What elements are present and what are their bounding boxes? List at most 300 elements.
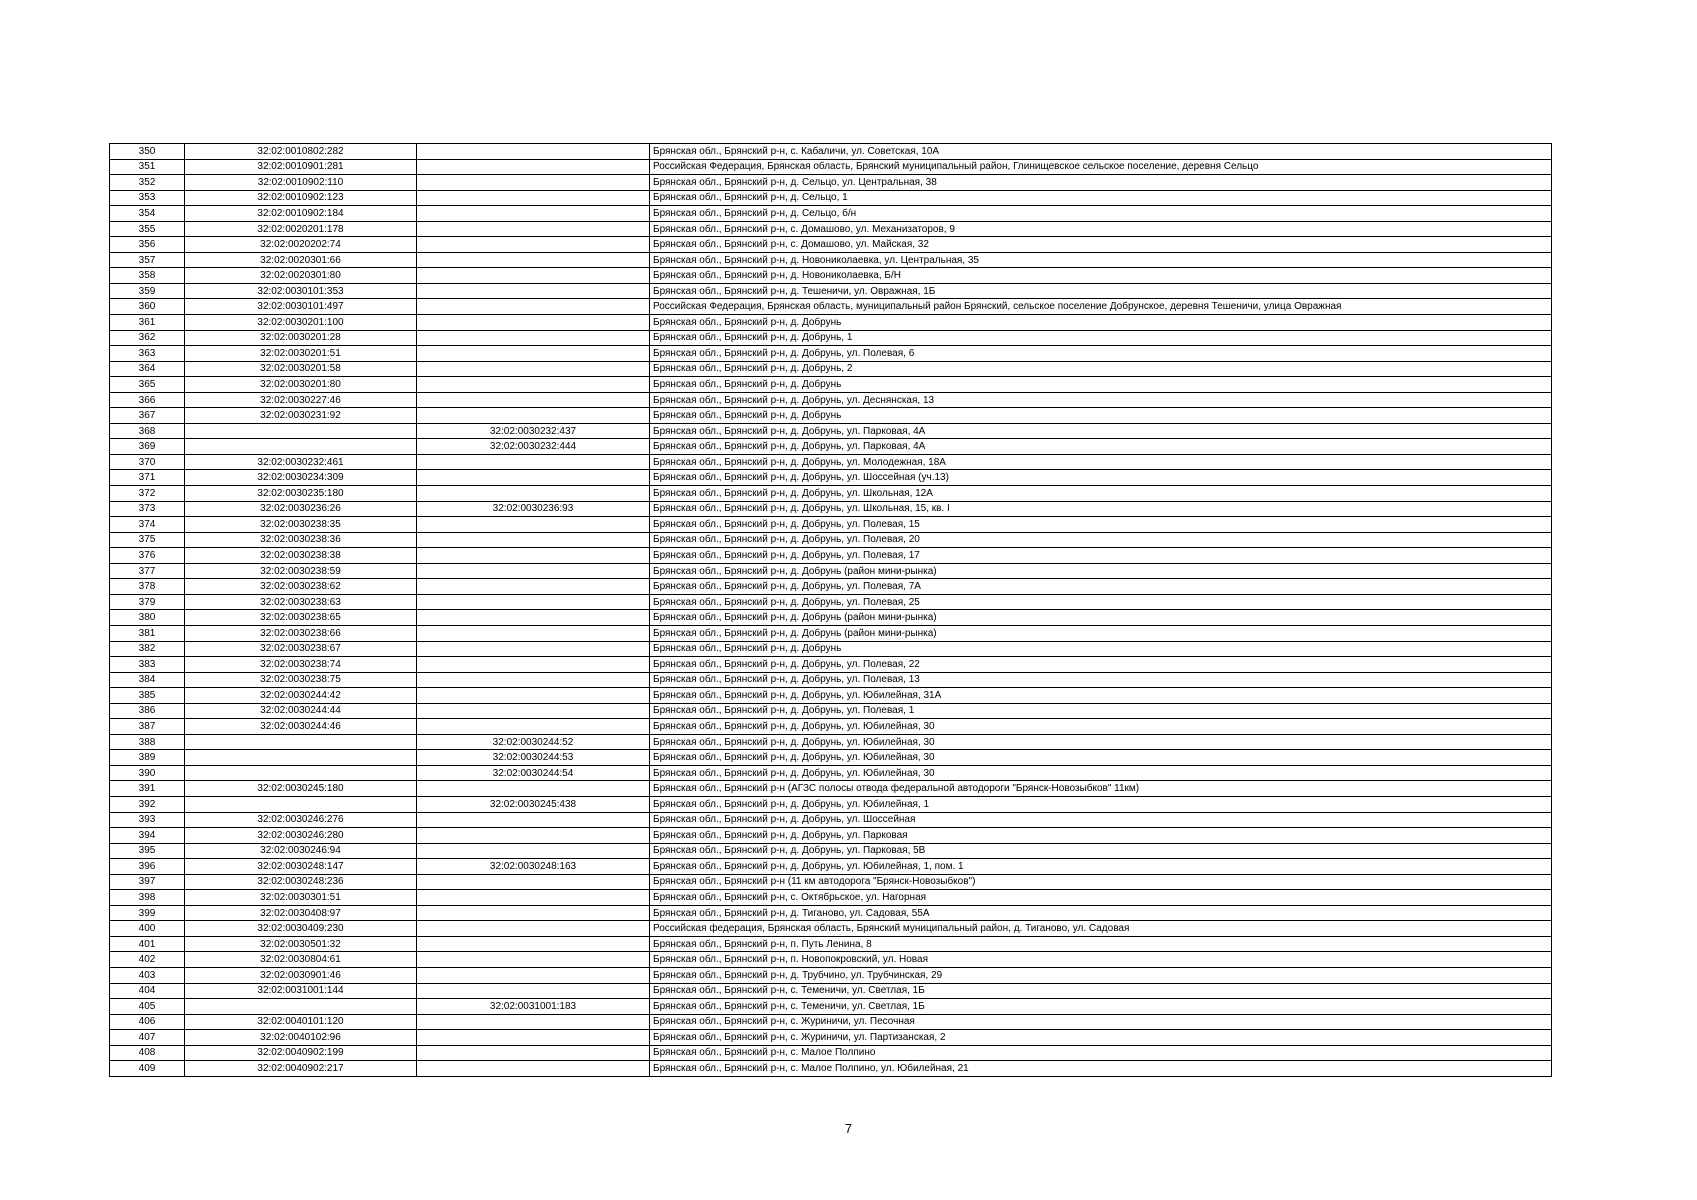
cadastral-number-cell: 32:02:0030238:62 [185, 579, 417, 595]
related-cadastral-number-cell [417, 299, 650, 315]
row-number: 368 [110, 423, 185, 439]
cadastral-number-cell [185, 423, 417, 439]
row-number: 382 [110, 641, 185, 657]
table-row [110, 1014, 1552, 1030]
table-row [110, 828, 1552, 844]
table-row [110, 843, 1552, 859]
row-number: 402 [110, 952, 185, 968]
row-number: 404 [110, 983, 185, 999]
related-cadastral-number-cell [417, 719, 650, 735]
cadastral-number-cell: 32:02:0030244:44 [185, 703, 417, 719]
address-cell: Брянская обл., Брянский р-н, д. Трубчино, ул. Трубчинская, 29 [650, 967, 1552, 983]
cadastral-number-cell: 32:02:0030901:46 [185, 967, 417, 983]
related-cadastral-number-cell: 32:02:0030244:52 [417, 734, 650, 750]
table-row [110, 361, 1552, 377]
cadastral-number-cell: 32:02:0030238:59 [185, 563, 417, 579]
related-cadastral-number-cell [417, 470, 650, 486]
address-cell: Брянская обл., Брянский р-н, д. Добрунь, 1 [650, 330, 1552, 346]
row-number: 397 [110, 874, 185, 890]
address-cell: Брянская обл., Брянский р-н, д. Добрунь (район мини-рынка) [650, 625, 1552, 641]
cadastral-number-cell: 32:02:0030201:51 [185, 346, 417, 362]
table-row [110, 688, 1552, 704]
cadastral-number-cell [185, 765, 417, 781]
cadastral-number-cell: 32:02:0030246:94 [185, 843, 417, 859]
table-row [110, 175, 1552, 191]
cadastral-number-cell: 32:02:0030501:32 [185, 936, 417, 952]
row-number: 377 [110, 563, 185, 579]
cadastral-number-cell: 32:02:0030804:61 [185, 952, 417, 968]
table-row [110, 346, 1552, 362]
table-row [110, 734, 1552, 750]
table-row [110, 1061, 1552, 1077]
table-row [110, 470, 1552, 486]
table-row [110, 983, 1552, 999]
cadastral-number-cell: 32:02:0020301:66 [185, 252, 417, 268]
row-number: 373 [110, 501, 185, 517]
address-cell: Брянская обл., Брянский р-н, д. Добрунь, ул. Полевая, 22 [650, 657, 1552, 673]
table-row [110, 765, 1552, 781]
cadastral-number-cell: 32:02:0030238:75 [185, 672, 417, 688]
row-number: 393 [110, 812, 185, 828]
address-cell: Брянская обл., Брянский р-н, д. Тешеничи, ул. Овражная, 1Б [650, 283, 1552, 299]
table-row [110, 781, 1552, 797]
cadastral-number-cell: 32:02:0040902:199 [185, 1045, 417, 1061]
row-number: 359 [110, 283, 185, 299]
row-number: 379 [110, 594, 185, 610]
address-cell: Брянская обл., Брянский р-н, д. Сельцо, 1 [650, 190, 1552, 206]
table-row [110, 579, 1552, 595]
cadastral-number-cell: 32:02:0030232:461 [185, 454, 417, 470]
row-number: 372 [110, 486, 185, 502]
table-row [110, 206, 1552, 222]
row-number: 355 [110, 221, 185, 237]
row-number: 399 [110, 905, 185, 921]
related-cadastral-number-cell [417, 283, 650, 299]
address-cell: Брянская обл., Брянский р-н, д. Добрунь [650, 408, 1552, 424]
row-number: 371 [110, 470, 185, 486]
row-number: 352 [110, 175, 185, 191]
row-number: 388 [110, 734, 185, 750]
address-cell: Брянская обл., Брянский р-н, д. Добрунь, 2 [650, 361, 1552, 377]
related-cadastral-number-cell [417, 1045, 650, 1061]
row-number: 408 [110, 1045, 185, 1061]
address-cell: Брянская обл., Брянский р-н, с. Журиничи, ул. Партизанская, 2 [650, 1030, 1552, 1046]
cadastral-number-cell: 32:02:0010802:282 [185, 144, 417, 160]
address-cell: Брянская обл., Брянский р-н, д. Добрунь, ул. Парковая, 4А [650, 423, 1552, 439]
cadastral-number-cell: 32:02:0030235:180 [185, 486, 417, 502]
row-number: 363 [110, 346, 185, 362]
address-cell: Брянская обл., Брянский р-н, д. Добрунь [650, 315, 1552, 331]
row-number: 396 [110, 859, 185, 875]
cadastral-number-cell: 32:02:0040902:217 [185, 1061, 417, 1077]
cadastral-number-cell [185, 439, 417, 455]
related-cadastral-number-cell: 32:02:0030244:54 [417, 765, 650, 781]
related-cadastral-number-cell [417, 548, 650, 564]
row-number: 392 [110, 796, 185, 812]
cadastral-number-cell [185, 734, 417, 750]
cadastral-number-cell: 32:02:0030201:58 [185, 361, 417, 377]
table-row [110, 252, 1552, 268]
related-cadastral-number-cell [417, 952, 650, 968]
cadastral-number-cell [185, 750, 417, 766]
related-cadastral-number-cell [417, 672, 650, 688]
address-cell: Брянская обл., Брянский р-н, д. Новониколаевка, Б/Н [650, 268, 1552, 284]
cadastral-number-cell: 32:02:0030248:236 [185, 874, 417, 890]
table-row [110, 532, 1552, 548]
related-cadastral-number-cell [417, 144, 650, 160]
row-number: 391 [110, 781, 185, 797]
cadastral-number-cell: 32:02:0030234:309 [185, 470, 417, 486]
table-row [110, 874, 1552, 890]
table-row [110, 625, 1552, 641]
related-cadastral-number-cell [417, 610, 650, 626]
row-number: 374 [110, 517, 185, 533]
related-cadastral-number-cell [417, 454, 650, 470]
related-cadastral-number-cell [417, 579, 650, 595]
table-row [110, 999, 1552, 1015]
related-cadastral-number-cell [417, 221, 650, 237]
cadastral-number-cell: 32:02:0030248:147 [185, 859, 417, 875]
row-number: 400 [110, 921, 185, 937]
address-cell: Брянская обл., Брянский р-н, д. Новониколаевка, ул. Центральная, 35 [650, 252, 1552, 268]
row-number: 405 [110, 999, 185, 1015]
cadastral-number-cell: 32:02:0020201:178 [185, 221, 417, 237]
cadastral-number-cell: 32:02:0030238:36 [185, 532, 417, 548]
address-cell: Брянская обл., Брянский р-н, д. Добрунь, ул. Юбилейная, 30 [650, 765, 1552, 781]
address-cell: Брянская обл., Брянский р-н, д. Сельцо, б/н [650, 206, 1552, 222]
table-row [110, 1045, 1552, 1061]
row-number: 351 [110, 159, 185, 175]
related-cadastral-number-cell [417, 967, 650, 983]
address-cell: Брянская обл., Брянский р-н, д. Добрунь, ул. Парковая, 5В [650, 843, 1552, 859]
address-cell: Брянская обл., Брянский р-н, д. Добрунь [650, 641, 1552, 657]
row-number: 367 [110, 408, 185, 424]
table-row [110, 237, 1552, 253]
cadastral-number-cell: 32:02:0031001:144 [185, 983, 417, 999]
row-number: 389 [110, 750, 185, 766]
address-cell: Брянская обл., Брянский р-н, д. Добрунь, ул. Юбилейная, 30 [650, 750, 1552, 766]
related-cadastral-number-cell [417, 641, 650, 657]
related-cadastral-number-cell: 32:02:0030244:53 [417, 750, 650, 766]
address-cell: Брянская обл., Брянский р-н, д. Добрунь, ул. Полевая, 1 [650, 703, 1552, 719]
related-cadastral-number-cell [417, 905, 650, 921]
row-number: 407 [110, 1030, 185, 1046]
address-cell: Российская федерация, Брянская область, Брянский муниципальный район, д. Тиганово, ул. Садовая [650, 921, 1552, 937]
related-cadastral-number-cell [417, 874, 650, 890]
address-cell: Брянская обл., Брянский р-н, с. Октябрьское, ул. Нагорная [650, 890, 1552, 906]
page-number: 7 [844, 1121, 853, 1136]
row-number: 398 [110, 890, 185, 906]
cadastral-number-cell: 32:02:0030244:46 [185, 719, 417, 735]
related-cadastral-number-cell: 32:02:0031001:183 [417, 999, 650, 1015]
address-cell: Брянская обл., Брянский р-н, д. Добрунь, ул. Молодежная, 18А [650, 454, 1552, 470]
address-cell: Брянская обл., Брянский р-н, д. Добрунь, ул. Полевая, 6 [650, 346, 1552, 362]
related-cadastral-number-cell [417, 190, 650, 206]
table-row [110, 268, 1552, 284]
address-cell: Брянская обл., Брянский р-н, д. Добрунь, ул. Парковая [650, 828, 1552, 844]
row-number: 360 [110, 299, 185, 315]
row-number: 381 [110, 625, 185, 641]
cadastral-number-cell: 32:02:0030244:42 [185, 688, 417, 704]
table-row [110, 408, 1552, 424]
row-number: 370 [110, 454, 185, 470]
table-row [110, 501, 1552, 517]
address-cell: Брянская обл., Брянский р-н, п. Путь Ленина, 8 [650, 936, 1552, 952]
table-row [110, 1030, 1552, 1046]
row-number: 386 [110, 703, 185, 719]
related-cadastral-number-cell [417, 408, 650, 424]
address-cell: Брянская обл., Брянский р-н, д. Добрунь, ул. Школьная, 12А [650, 486, 1552, 502]
table-row [110, 952, 1552, 968]
related-cadastral-number-cell [417, 936, 650, 952]
related-cadastral-number-cell [417, 625, 650, 641]
row-number: 390 [110, 765, 185, 781]
related-cadastral-number-cell [417, 315, 650, 331]
address-cell: Российская Федерация, Брянская область, муниципальный район Брянский, сельское поселение Добрунское, деревня Тешеничи, улица Овражная [650, 299, 1552, 315]
table-row [110, 703, 1552, 719]
property-table-body [110, 144, 1552, 1077]
cadastral-number-cell: 32:02:0020202:74 [185, 237, 417, 253]
related-cadastral-number-cell [417, 175, 650, 191]
related-cadastral-number-cell [417, 206, 650, 222]
table-row [110, 423, 1552, 439]
cadastral-number-cell: 32:02:0030201:28 [185, 330, 417, 346]
address-cell: Брянская обл., Брянский р-н, д. Тиганово, ул. Садовая, 55А [650, 905, 1552, 921]
related-cadastral-number-cell [417, 237, 650, 253]
cadastral-number-cell: 32:02:0030408:97 [185, 905, 417, 921]
related-cadastral-number-cell [417, 517, 650, 533]
address-cell: Брянская обл., Брянский р-н, д. Добрунь, ул. Шоссейная (уч.13) [650, 470, 1552, 486]
row-number: 376 [110, 548, 185, 564]
row-number: 394 [110, 828, 185, 844]
table-row [110, 517, 1552, 533]
address-cell: Брянская обл., Брянский р-н, д. Добрунь, ул. Юбилейная, 30 [650, 734, 1552, 750]
cadastral-number-cell: 32:02:0030238:63 [185, 594, 417, 610]
related-cadastral-number-cell [417, 346, 650, 362]
table-row [110, 719, 1552, 735]
address-cell: Брянская обл., Брянский р-н, д. Добрунь, ул. Юбилейная, 30 [650, 719, 1552, 735]
related-cadastral-number-cell [417, 159, 650, 175]
related-cadastral-number-cell [417, 392, 650, 408]
row-number: 387 [110, 719, 185, 735]
related-cadastral-number-cell [417, 377, 650, 393]
table-row [110, 454, 1552, 470]
row-number: 365 [110, 377, 185, 393]
table-row [110, 486, 1552, 502]
address-cell: Брянская обл., Брянский р-н, д. Сельцо, ул. Центральная, 38 [650, 175, 1552, 191]
cadastral-number-cell: 32:02:0030238:38 [185, 548, 417, 564]
related-cadastral-number-cell [417, 1014, 650, 1030]
address-cell: Брянская обл., Брянский р-н, с. Домашово, ул. Майская, 32 [650, 237, 1552, 253]
table-row [110, 936, 1552, 952]
cadastral-number-cell: 32:02:0020301:80 [185, 268, 417, 284]
cadastral-number-cell: 32:02:0030301:51 [185, 890, 417, 906]
cadastral-number-cell: 32:02:0030238:74 [185, 657, 417, 673]
cadastral-number-cell: 32:02:0030236:26 [185, 501, 417, 517]
table-row [110, 392, 1552, 408]
table-row [110, 610, 1552, 626]
cadastral-number-cell: 32:02:0030245:180 [185, 781, 417, 797]
cadastral-number-cell: 32:02:0030227:46 [185, 392, 417, 408]
address-cell: Брянская обл., Брянский р-н, с. Малое Полпино [650, 1045, 1552, 1061]
related-cadastral-number-cell: 32:02:0030232:444 [417, 439, 650, 455]
row-number: 409 [110, 1061, 185, 1077]
address-cell: Брянская обл., Брянский р-н, д. Добрунь, ул. Юбилейная, 1 [650, 796, 1552, 812]
address-cell: Брянская обл., Брянский р-н (АГЗС полосы отвода федеральной автодороги "Брянск-Новозыбков" 11км) [650, 781, 1552, 797]
address-cell: Брянская обл., Брянский р-н, с. Теменичи, ул. Светлая, 1Б [650, 983, 1552, 999]
address-cell: Брянская обл., Брянский р-н, с. Теменичи, ул. Светлая, 1Б [650, 999, 1552, 1015]
address-cell: Брянская обл., Брянский р-н, д. Добрунь, ул. Полевая, 25 [650, 594, 1552, 610]
row-number: 354 [110, 206, 185, 222]
address-cell: Брянская обл., Брянский р-н, д. Добрунь, ул. Полевая, 7А [650, 579, 1552, 595]
related-cadastral-number-cell [417, 252, 650, 268]
table-row [110, 967, 1552, 983]
related-cadastral-number-cell [417, 657, 650, 673]
related-cadastral-number-cell [417, 594, 650, 610]
table-row [110, 283, 1552, 299]
table-row [110, 563, 1552, 579]
related-cadastral-number-cell: 32:02:0030236:93 [417, 501, 650, 517]
cadastral-number-cell [185, 999, 417, 1015]
cadastral-number-cell: 32:02:0010902:184 [185, 206, 417, 222]
row-number: 350 [110, 144, 185, 160]
row-number: 364 [110, 361, 185, 377]
address-cell: Брянская обл., Брянский р-н, д. Добрунь, ул. Полевая, 17 [650, 548, 1552, 564]
table-row [110, 299, 1552, 315]
row-number: 366 [110, 392, 185, 408]
cadastral-number-cell: 32:02:0030231:92 [185, 408, 417, 424]
related-cadastral-number-cell: 32:02:0030248:163 [417, 859, 650, 875]
row-number: 358 [110, 268, 185, 284]
table-row [110, 812, 1552, 828]
cadastral-number-cell: 32:02:0030238:65 [185, 610, 417, 626]
row-number: 401 [110, 936, 185, 952]
cadastral-number-cell: 32:02:0030201:100 [185, 315, 417, 331]
address-cell: Брянская обл., Брянский р-н, п. Новопокровский, ул. Новая [650, 952, 1552, 968]
related-cadastral-number-cell [417, 812, 650, 828]
address-cell: Брянская обл., Брянский р-н, д. Добрунь, ул. Юбилейная, 1, пом. 1 [650, 859, 1552, 875]
address-cell: Брянская обл., Брянский р-н, д. Добрунь, ул. Полевая, 13 [650, 672, 1552, 688]
row-number: 353 [110, 190, 185, 206]
row-number: 378 [110, 579, 185, 595]
table-row [110, 190, 1552, 206]
address-cell: Брянская обл., Брянский р-н, д. Добрунь, ул. Полевая, 15 [650, 517, 1552, 533]
related-cadastral-number-cell [417, 843, 650, 859]
table-row [110, 144, 1552, 160]
address-cell: Брянская обл., Брянский р-н, с. Домашово, ул. Механизаторов, 9 [650, 221, 1552, 237]
address-cell: Брянская обл., Брянский р-н, д. Добрунь, ул. Парковая, 4А [650, 439, 1552, 455]
address-cell: Брянская обл., Брянский р-н, д. Добрунь (район мини-рынка) [650, 563, 1552, 579]
row-number: 406 [110, 1014, 185, 1030]
cadastral-number-cell: 32:02:0040102:96 [185, 1030, 417, 1046]
address-cell: Брянская обл., Брянский р-н, д. Добрунь, ул. Полевая, 20 [650, 532, 1552, 548]
related-cadastral-number-cell [417, 890, 650, 906]
address-cell: Брянская обл., Брянский р-н, д. Добрунь, ул. Школьная, 15, кв. I [650, 501, 1552, 517]
row-number: 403 [110, 967, 185, 983]
table-row [110, 905, 1552, 921]
cadastral-number-cell: 32:02:0030201:80 [185, 377, 417, 393]
cadastral-number-cell: 32:02:0030246:280 [185, 828, 417, 844]
table-row [110, 221, 1552, 237]
address-cell: Российская Федерация, Брянская область, Брянский муниципальный район, Глинищевское сельское поселение, деревня Сельцо [650, 159, 1552, 175]
row-number: 361 [110, 315, 185, 331]
row-number: 380 [110, 610, 185, 626]
property-table [109, 143, 1552, 1077]
address-cell: Брянская обл., Брянский р-н, д. Добрунь, ул. Шоссейная [650, 812, 1552, 828]
cadastral-number-cell: 32:02:0030238:66 [185, 625, 417, 641]
related-cadastral-number-cell [417, 563, 650, 579]
table-row [110, 439, 1552, 455]
related-cadastral-number-cell [417, 688, 650, 704]
related-cadastral-number-cell [417, 361, 650, 377]
related-cadastral-number-cell [417, 268, 650, 284]
related-cadastral-number-cell: 32:02:0030232:437 [417, 423, 650, 439]
cadastral-number-cell: 32:02:0030101:497 [185, 299, 417, 315]
table-row [110, 330, 1552, 346]
related-cadastral-number-cell [417, 983, 650, 999]
cadastral-number-cell: 32:02:0030238:35 [185, 517, 417, 533]
table-row [110, 548, 1552, 564]
related-cadastral-number-cell [417, 1061, 650, 1077]
table-row [110, 859, 1552, 875]
row-number: 395 [110, 843, 185, 859]
cadastral-number-cell: 32:02:0010902:110 [185, 175, 417, 191]
address-cell: Брянская обл., Брянский р-н, д. Добрунь, ул. Деснянская, 13 [650, 392, 1552, 408]
row-number: 369 [110, 439, 185, 455]
address-cell: Брянская обл., Брянский р-н, д. Добрунь, ул. Юбилейная, 31А [650, 688, 1552, 704]
row-number: 385 [110, 688, 185, 704]
related-cadastral-number-cell [417, 703, 650, 719]
related-cadastral-number-cell [417, 532, 650, 548]
related-cadastral-number-cell [417, 486, 650, 502]
row-number: 357 [110, 252, 185, 268]
table-row [110, 890, 1552, 906]
cadastral-number-cell: 32:02:0010902:123 [185, 190, 417, 206]
table-row [110, 796, 1552, 812]
row-number: 383 [110, 657, 185, 673]
cadastral-number-cell: 32:02:0030246:276 [185, 812, 417, 828]
cadastral-number-cell [185, 796, 417, 812]
address-cell: Брянская обл., Брянский р-н (11 км автодорога "Брянск-Новозыбков") [650, 874, 1552, 890]
row-number: 362 [110, 330, 185, 346]
address-cell: Брянская обл., Брянский р-н, с. Кабаличи, ул. Советская, 10А [650, 144, 1552, 160]
address-cell: Брянская обл., Брянский р-н, д. Добрунь (район мини-рынка) [650, 610, 1552, 626]
table-row [110, 750, 1552, 766]
table-row [110, 672, 1552, 688]
related-cadastral-number-cell [417, 781, 650, 797]
table-row [110, 641, 1552, 657]
table-row [110, 159, 1552, 175]
related-cadastral-number-cell [417, 828, 650, 844]
table-row [110, 921, 1552, 937]
related-cadastral-number-cell: 32:02:0030245:438 [417, 796, 650, 812]
related-cadastral-number-cell [417, 330, 650, 346]
table-row [110, 377, 1552, 393]
table-row [110, 315, 1552, 331]
cadastral-number-cell: 32:02:0030238:67 [185, 641, 417, 657]
address-cell: Брянская обл., Брянский р-н, с. Журиничи, ул. Песочная [650, 1014, 1552, 1030]
cadastral-number-cell: 32:02:0030409:230 [185, 921, 417, 937]
row-number: 356 [110, 237, 185, 253]
row-number: 384 [110, 672, 185, 688]
cadastral-number-cell: 32:02:0030101:353 [185, 283, 417, 299]
cadastral-number-cell: 32:02:0010901:281 [185, 159, 417, 175]
address-cell: Брянская обл., Брянский р-н, с. Малое Полпино, ул. Юбилейная, 21 [650, 1061, 1552, 1077]
table-row [110, 594, 1552, 610]
table-row [110, 657, 1552, 673]
related-cadastral-number-cell [417, 1030, 650, 1046]
address-cell: Брянская обл., Брянский р-н, д. Добрунь [650, 377, 1552, 393]
